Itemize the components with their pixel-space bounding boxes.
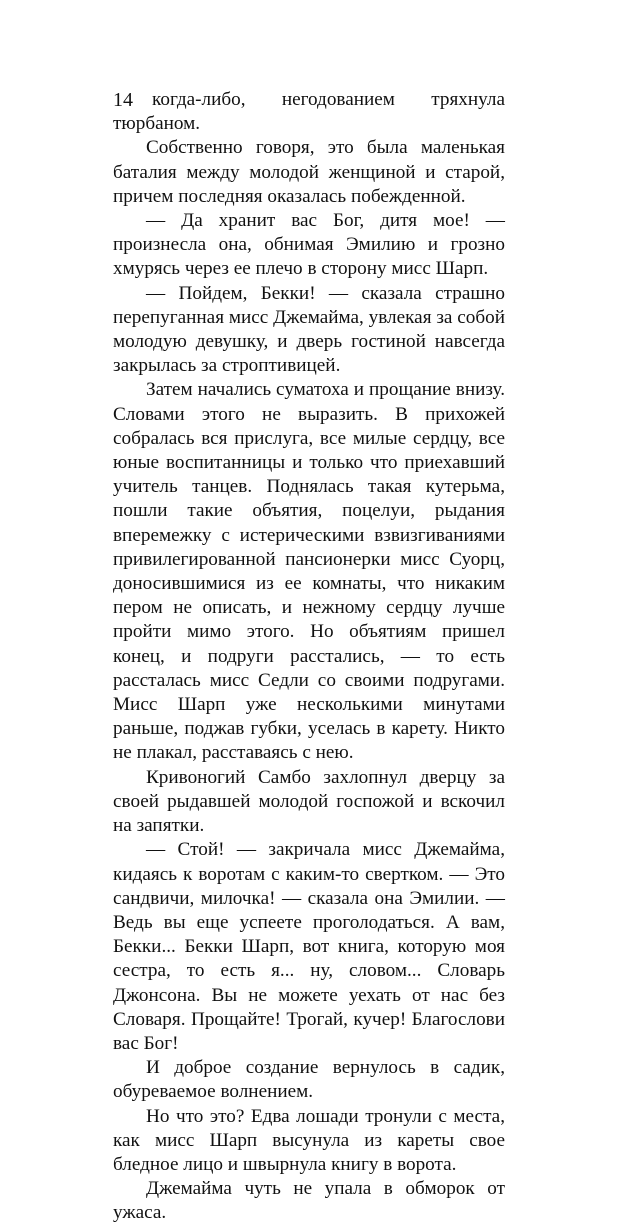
paragraph: — Пойдем, Бекки! — сказала страшно перепуганная мисс Джемайма, увлекая за собой молодую девушку, и дверь гостиной навсегда закрылась за строптивицей. — [113, 282, 505, 377]
paragraph: И доброе создание вернулось в садик, обуреваемое волнением. — [113, 1057, 505, 1103]
paragraph: — Да хранит вас Бог, дитя мое! — произнесла она, обнимая Эмилию и грозно хмурясь через ее плечо в сторону мисс Шарп. — [113, 210, 505, 280]
paragraph: Затем начались суматоха и прощание внизу. Словами этого не выразить. В прихожей собралась вся прислуга, все милые сердцу, все юные воспитанницы и только что приехавший учитель танцев. Поднялась такая кутерьма, пошли такие объятия, поцелуи, рыдания вперемежку с истерическими взвизгиваниями привилегированной пансионерки мисс Суорц, доносившимися из ее комнаты, что никаким пером не описать, и нежному сердцу лучше пройти мимо этого. Но объятиям пришел конец, и подруги расстались, — то есть рассталась мисс Седли со своими подругами. Мисс Шарп уже несколькими минутами раньше, поджав губки, уселась в карету. Никто не плакал, расставаясь с нею. — [113, 379, 505, 764]
body-text — [113, 88, 505, 1226]
paragraph: Кривоногий Самбо захлопнул дверцу за своей рыдавшей молодой госпожой и вскочил на запятки. — [113, 766, 505, 837]
page-number: 14 — [113, 89, 133, 111]
paragraph: Но что это? Едва лошади тронули с места, как мисс Шарп высунула из кареты свое бледное лицо и швырнула книгу в ворота. — [113, 1105, 505, 1175]
paragraph: — Стой! — закричала мисс Джемайма, кидаясь к воротам с каким-то свертком. — Это сандвичи, милочка! — сказала она Эмилии. — Ведь вы еще успеете проголодаться. А вам, Бекки... Бекки Шарп, вот книга, которую моя сестра, то есть я... ну, словом... Словарь Джонсона. Вы не можете уехать от нас без Словаря. Прощайте! Трогай, кучер! Благослови вас Бог! — [113, 839, 505, 1054]
paragraph: когда-либо, негодованием тряхнула тюрбаном. — [113, 89, 505, 135]
book-page — [113, 88, 505, 1226]
paragraph: Джемайма чуть не упала в обморок от ужаса. — [113, 1178, 505, 1224]
paragraph: Собственно говоря, это была маленькая баталия между молодой женщиной и старой, причем последняя оказалась побежденной. — [113, 137, 505, 207]
